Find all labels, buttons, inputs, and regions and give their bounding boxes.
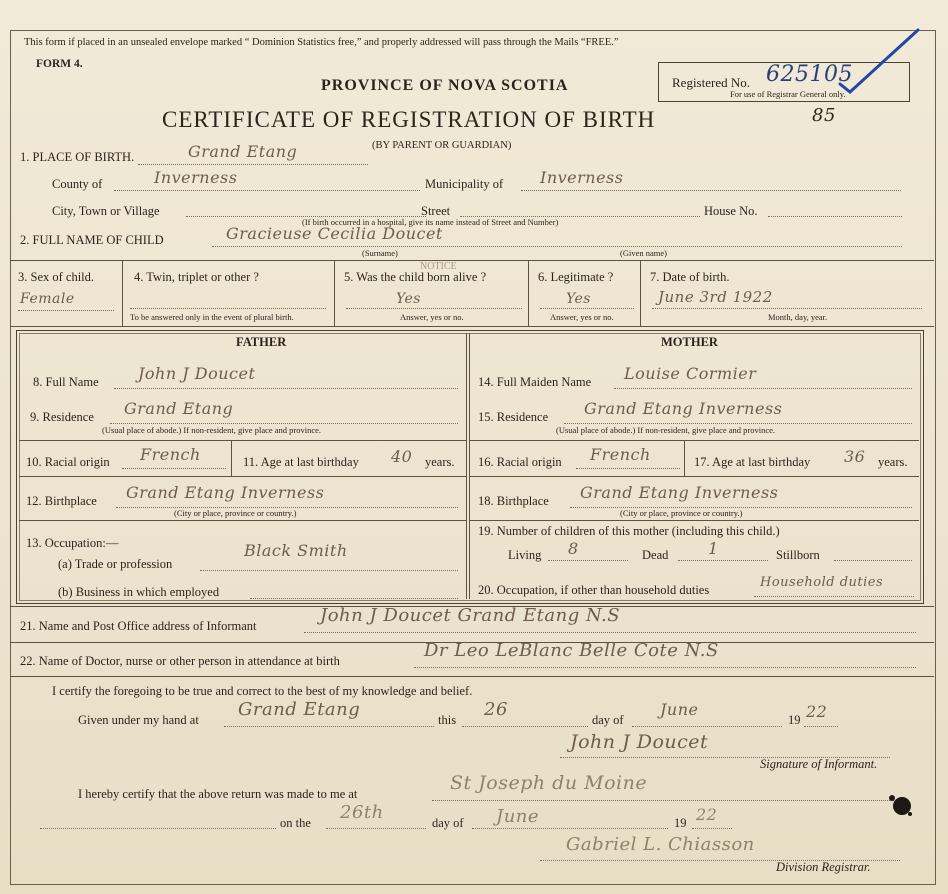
division-registrar-label: Division Registrar. xyxy=(776,860,871,874)
father-residence-label: 9. Residence xyxy=(30,410,94,424)
registrar-statement: I hereby certify that the above return was made to me at xyxy=(78,787,358,801)
mother-age-label: 17. Age at last birthday xyxy=(694,455,811,469)
living-value: 8 xyxy=(568,539,579,558)
father-birthplace-label: 12. Birthplace xyxy=(26,494,97,508)
father-racial-value: French xyxy=(140,445,201,464)
blue-check-mark xyxy=(838,26,922,96)
mother-birthplace-value: Grand Etang Inverness xyxy=(580,483,779,502)
twin-label: 4. Twin, triplet or other ? xyxy=(134,270,259,284)
mother-residence-label: 15. Residence xyxy=(478,410,549,424)
date-of-birth-note: Month, day, year. xyxy=(768,312,828,322)
legitimate-note: Answer, yes or no. xyxy=(550,312,614,322)
father-birthplace-note: (City or place, province or country.) xyxy=(174,508,297,518)
child-name-value: Gracieuse Cecilia Doucet xyxy=(226,224,443,243)
sex-label: 3. Sex of child. xyxy=(18,270,95,284)
street-label: Street xyxy=(421,204,451,218)
father-birthplace-value: Grand Etang Inverness xyxy=(126,483,325,502)
living-label: Living xyxy=(508,548,542,562)
given-under-label: Given under my hand at xyxy=(78,713,199,727)
doctor-label: 22. Name of Doctor, nurse or other person in attendance at birth xyxy=(20,654,340,668)
county-label: County of xyxy=(52,177,103,191)
registrar-on-label: on the xyxy=(280,816,311,830)
father-residence-note: (Usual place of abode.) If non-resident, give place and province. xyxy=(102,425,322,435)
stamp-number: 85 xyxy=(812,105,836,126)
alive-note: Answer, yes or no. xyxy=(400,312,464,322)
legitimate-label: 6. Legitimate ? xyxy=(538,270,614,284)
father-heading: FATHER xyxy=(236,335,287,349)
trade-label: (a) Trade or profession xyxy=(58,557,173,571)
registrar-year-value: 22 xyxy=(696,805,718,824)
registrar-day-of-label: day of xyxy=(432,816,464,830)
father-occupation-label: 13. Occupation:— xyxy=(26,536,119,550)
certify-statement: I certify the foregoing to be true and correct to the best of my knowledge and belief. xyxy=(52,684,473,698)
sex-value: Female xyxy=(20,291,75,307)
certify-month-value: June xyxy=(660,700,699,719)
father-name-value: John J Doucet xyxy=(138,364,256,383)
given-name-note: (Given name) xyxy=(620,248,667,258)
certify-year-prefix: 19 xyxy=(788,713,801,727)
house-number-label: House No. xyxy=(704,204,758,218)
certify-day-value: 26 xyxy=(484,699,508,720)
date-of-birth-label: 7. Date of birth. xyxy=(650,270,730,284)
twin-note: To be answered only in the event of plural birth. xyxy=(130,312,294,322)
place-of-birth-label: 1. PLACE OF BIRTH. xyxy=(20,150,135,164)
stillborn-label: Stillborn xyxy=(776,548,820,562)
mother-racial-value: French xyxy=(590,445,651,464)
father-age-value: 40 xyxy=(391,447,413,466)
mother-age-value: 36 xyxy=(844,447,866,466)
province-heading: PROVINCE OF NOVA SCOTIA xyxy=(321,77,569,94)
father-age-label: 11. Age at last birthday xyxy=(243,455,359,469)
registrar-month-value: June xyxy=(496,806,540,827)
registered-label: Registered No. xyxy=(672,75,750,90)
business-label: (b) Business in which employed xyxy=(58,585,220,599)
hospital-note: (If birth occurred in a hospital, give its name instead of Street and Number) xyxy=(302,217,559,227)
mother-racial-label: 16. Racial origin xyxy=(478,455,562,469)
notice-bleed-through: NOTICE xyxy=(420,261,457,272)
municipality-value: Inverness xyxy=(540,168,624,187)
registrar-place-value: St Joseph du Moine xyxy=(450,772,648,794)
informant-signature: John J Doucet xyxy=(570,731,709,753)
trade-value: Black Smith xyxy=(244,541,348,560)
informant-label: 21. Name and Post Office address of Informant xyxy=(20,619,257,633)
legitimate-value: Yes xyxy=(566,291,591,307)
father-name-label: 8. Full Name xyxy=(33,375,99,389)
registrar-year-prefix: 19 xyxy=(674,816,687,830)
certify-day-of-label: day of xyxy=(592,713,624,727)
place-of-birth-value: Grand Etang xyxy=(188,142,298,161)
father-years-label: years. xyxy=(425,455,455,469)
mother-residence-value: Grand Etang Inverness xyxy=(584,399,783,418)
city-label: City, Town or Village xyxy=(52,204,160,218)
alive-label: 5. Was the child born alive ? xyxy=(344,270,487,284)
county-value: Inverness xyxy=(154,168,238,187)
child-name-label: 2. FULL NAME OF CHILD xyxy=(20,233,164,247)
mother-years-label: years. xyxy=(878,455,908,469)
dead-label: Dead xyxy=(642,548,669,562)
mother-birthplace-label: 18. Birthplace xyxy=(478,494,549,508)
doctor-value: Dr Leo LeBlanc Belle Cote N.S xyxy=(424,640,719,661)
page-subtitle: (BY PARENT OR GUARDIAN) xyxy=(372,140,512,151)
form-number: FORM 4. xyxy=(36,58,83,70)
dead-value: 1 xyxy=(708,539,719,558)
page-title: CERTIFICATE OF REGISTRATION OF BIRTH xyxy=(162,107,656,132)
mother-birthplace-note: (City or place, province or country.) xyxy=(620,508,743,518)
informant-value: John J Doucet Grand Etang N.S xyxy=(320,605,621,626)
children-count-label: 19. Number of children of this mother (including this child.) xyxy=(478,524,780,538)
mail-note: This form if placed in an unsealed envelope marked “ Dominion Statistics free,” and properly addressed will pass through the Mails “FREE.” xyxy=(24,37,619,48)
father-racial-label: 10. Racial origin xyxy=(26,455,110,469)
mother-heading: MOTHER xyxy=(661,335,718,349)
mother-occupation-label: 20. Occupation, if other than household duties xyxy=(478,583,710,597)
mother-name-value: Louise Cormier xyxy=(624,364,757,383)
this-label: this xyxy=(438,713,457,727)
registrar-signature: Gabriel L. Chiasson xyxy=(566,834,755,855)
municipality-label: Municipality of xyxy=(425,177,504,191)
alive-value: Yes xyxy=(396,291,421,307)
mother-occupation-value: Household duties xyxy=(760,575,884,590)
mother-residence-note: (Usual place of abode.) If non-resident, give place and province. xyxy=(556,425,776,435)
registrar-day-value: 26th xyxy=(340,802,384,823)
ink-blot-stain xyxy=(880,784,920,824)
surname-note: (Surname) xyxy=(362,248,398,258)
father-residence-value: Grand Etang xyxy=(124,399,234,418)
given-place-value: Grand Etang xyxy=(238,699,361,720)
date-of-birth-value: June 3rd 1922 xyxy=(658,288,773,306)
registered-number: 625105 xyxy=(766,62,853,87)
registrar-only-note: For use of Registrar General only. xyxy=(730,89,846,99)
informant-signature-label: Signature of Informant. xyxy=(760,757,878,771)
certify-year-value: 22 xyxy=(806,702,828,721)
mother-name-label: 14. Full Maiden Name xyxy=(478,375,592,389)
